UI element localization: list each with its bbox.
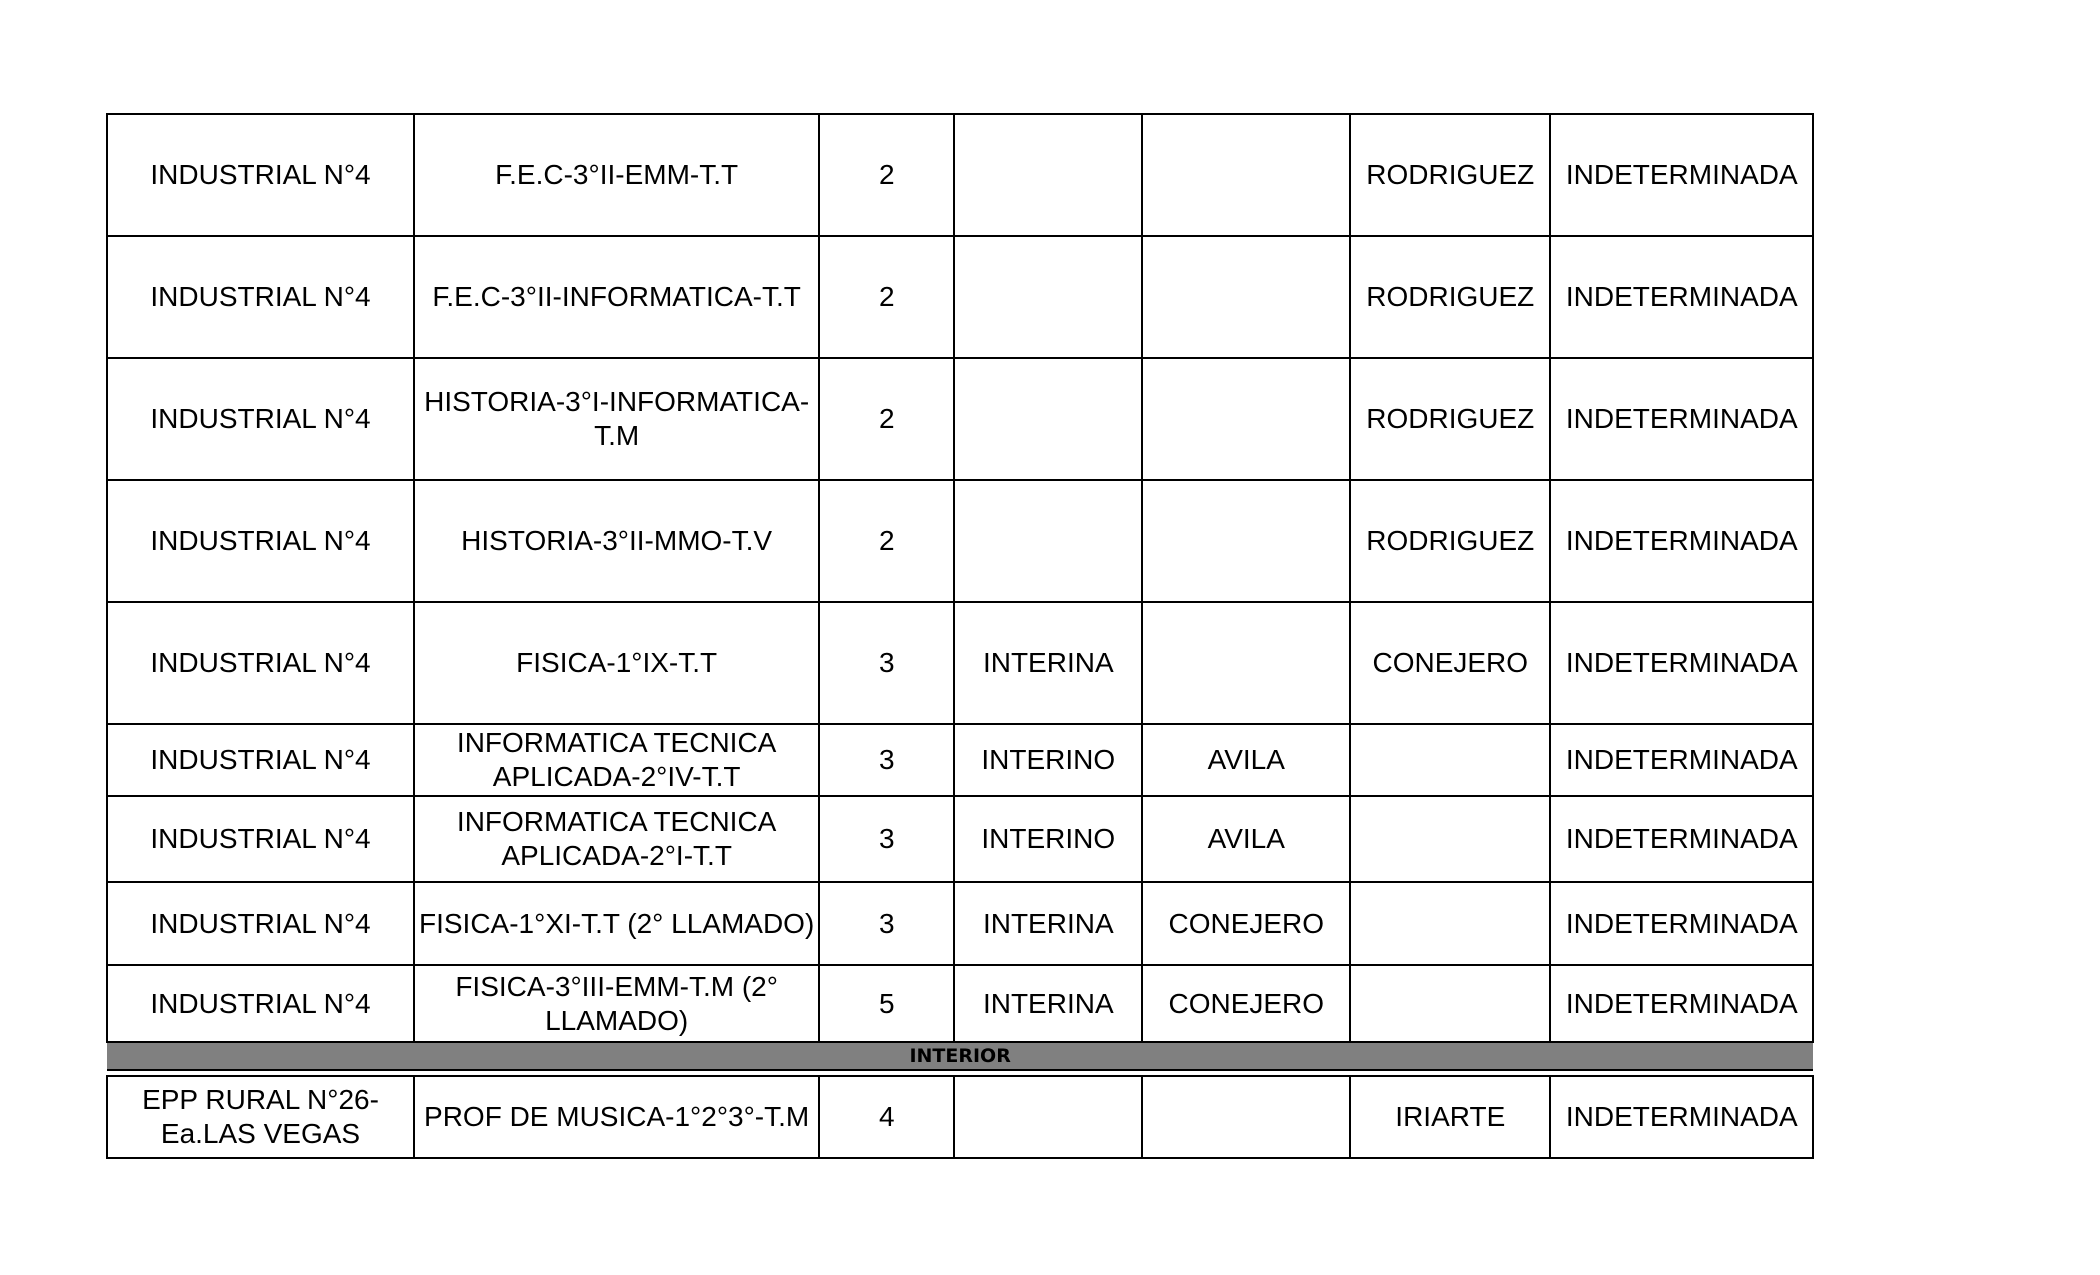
table-row	[107, 602, 1813, 724]
status-cell: INTERINA	[954, 602, 1142, 724]
status-cell: INTERINA	[954, 965, 1142, 1042]
replaced-teacher-cell	[1142, 480, 1350, 602]
replaced-teacher-cell: CONEJERO	[1142, 965, 1350, 1042]
subject-cell: F.E.C-3°II-EMM-T.T	[414, 114, 819, 236]
school-cell: INDUSTRIAL N°4	[107, 882, 414, 965]
subject-cell: PROF DE MUSICA-1°2°3°-T.M	[414, 1076, 819, 1158]
duration-cell: INDETERMINADA	[1550, 965, 1813, 1042]
status-cell	[954, 358, 1142, 480]
teacher-cell: RODRIGUEZ	[1350, 114, 1550, 236]
table-row	[107, 724, 1813, 796]
duration-cell: INDETERMINADA	[1550, 236, 1813, 358]
duration-cell: INDETERMINADA	[1550, 602, 1813, 724]
teacher-cell: RODRIGUEZ	[1350, 236, 1550, 358]
duration-cell: INDETERMINADA	[1550, 1076, 1813, 1158]
school-cell: INDUSTRIAL N°4	[107, 602, 414, 724]
section-header-row	[107, 1042, 1813, 1070]
replaced-teacher-cell	[1142, 114, 1350, 236]
hours-cell: 3	[819, 724, 954, 796]
status-cell	[954, 480, 1142, 602]
teacher-cell	[1350, 796, 1550, 882]
table-row	[107, 965, 1813, 1042]
table-row	[107, 882, 1813, 965]
table-row	[107, 480, 1813, 602]
school-cell: INDUSTRIAL N°4	[107, 480, 414, 602]
status-cell: INTERINO	[954, 724, 1142, 796]
hours-cell: 3	[819, 602, 954, 724]
duration-cell: INDETERMINADA	[1550, 796, 1813, 882]
replaced-teacher-cell: AVILA	[1142, 796, 1350, 882]
section-header-interior: INTERIOR	[107, 1042, 1813, 1070]
school-cell: INDUSTRIAL N°4	[107, 236, 414, 358]
table-row	[107, 114, 1813, 236]
replaced-teacher-cell: AVILA	[1142, 724, 1350, 796]
teacher-cell: IRIARTE	[1350, 1076, 1550, 1158]
status-cell: INTERINO	[954, 796, 1142, 882]
status-cell: INTERINA	[954, 882, 1142, 965]
table-row	[107, 796, 1813, 882]
hours-cell: 2	[819, 480, 954, 602]
table-row	[107, 1076, 1813, 1158]
replaced-teacher-cell: CONEJERO	[1142, 882, 1350, 965]
duration-cell: INDETERMINADA	[1550, 480, 1813, 602]
teacher-cell: RODRIGUEZ	[1350, 480, 1550, 602]
vacancy-table	[106, 113, 1814, 1159]
replaced-teacher-cell	[1142, 602, 1350, 724]
status-cell	[954, 114, 1142, 236]
replaced-teacher-cell	[1142, 358, 1350, 480]
teacher-cell: RODRIGUEZ	[1350, 358, 1550, 480]
hours-cell: 2	[819, 236, 954, 358]
school-cell: INDUSTRIAL N°4	[107, 965, 414, 1042]
duration-cell: INDETERMINADA	[1550, 114, 1813, 236]
subject-cell: INFORMATICA TECNICA APLICADA-2°IV-T.T	[414, 724, 819, 796]
hours-cell: 3	[819, 882, 954, 965]
duration-cell: INDETERMINADA	[1550, 358, 1813, 480]
status-cell	[954, 1076, 1142, 1158]
hours-cell: 5	[819, 965, 954, 1042]
hours-cell: 4	[819, 1076, 954, 1158]
table-row	[107, 236, 1813, 358]
teacher-cell: CONEJERO	[1350, 602, 1550, 724]
school-cell: INDUSTRIAL N°4	[107, 114, 414, 236]
school-cell: INDUSTRIAL N°4	[107, 358, 414, 480]
teacher-cell	[1350, 724, 1550, 796]
school-cell: INDUSTRIAL N°4	[107, 724, 414, 796]
school-cell: INDUSTRIAL N°4	[107, 796, 414, 882]
status-cell	[954, 236, 1142, 358]
teacher-cell	[1350, 965, 1550, 1042]
school-cell: EPP RURAL N°26-Ea.LAS VEGAS	[107, 1076, 414, 1158]
hours-cell: 3	[819, 796, 954, 882]
duration-cell: INDETERMINADA	[1550, 882, 1813, 965]
subject-cell: F.E.C-3°II-INFORMATICA-T.T	[414, 236, 819, 358]
subject-cell: HISTORIA-3°II-MMO-T.V	[414, 480, 819, 602]
replaced-teacher-cell	[1142, 236, 1350, 358]
subject-cell: HISTORIA-3°I-INFORMATICA-T.M	[414, 358, 819, 480]
table-row	[107, 358, 1813, 480]
replaced-teacher-cell	[1142, 1076, 1350, 1158]
hours-cell: 2	[819, 114, 954, 236]
subject-cell: INFORMATICA TECNICA APLICADA-2°I-T.T	[414, 796, 819, 882]
hours-cell: 2	[819, 358, 954, 480]
teacher-cell	[1350, 882, 1550, 965]
duration-cell: INDETERMINADA	[1550, 724, 1813, 796]
subject-cell: FISICA-3°III-EMM-T.M (2° LLAMADO)	[414, 965, 819, 1042]
subject-cell: FISICA-1°IX-T.T	[414, 602, 819, 724]
subject-cell: FISICA-1°XI-T.T (2° LLAMADO)	[414, 882, 819, 965]
